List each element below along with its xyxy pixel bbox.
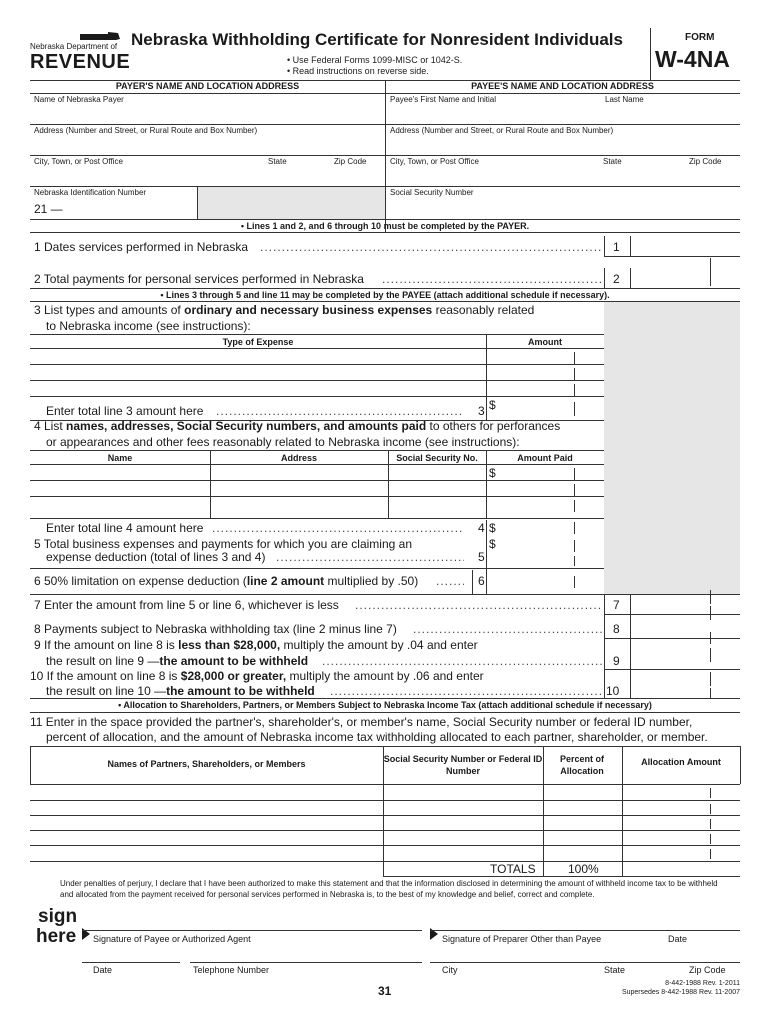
allocation-note: • Allocation to Shareholders, Partners, or Members Subject to Nebraska Income Tax (attach additional schedule if necessary) xyxy=(118,700,652,710)
member-row[interactable] xyxy=(32,816,381,829)
line-8-number: 8 xyxy=(613,622,620,636)
preparer-city-label: City xyxy=(442,965,458,975)
line-2-label: 2 Total payments for personal services performed in Nebraska xyxy=(34,272,364,286)
line-10-label: 10 If the amount on line 8 is $28,000 or greater, multiply the amount by .06 and enter xyxy=(30,669,484,683)
payer-state-field[interactable]: State xyxy=(268,157,287,166)
line-7-label: 7 Enter the amount from line 5 or line 6, whichever is less xyxy=(34,598,339,612)
payer-name-field[interactable]: Name of Nebraska Payer xyxy=(34,95,124,104)
expense-row[interactable] xyxy=(32,366,484,379)
line-2-input[interactable] xyxy=(632,269,738,287)
payee-signature-field[interactable] xyxy=(92,912,422,930)
line-3-total-label: Enter total line 3 amount here xyxy=(46,404,204,418)
preparer-signature-label: Signature of Preparer Other than Payee xyxy=(442,934,602,944)
id-shaded-area xyxy=(197,187,385,219)
members-amount-header: Allocation Amount xyxy=(641,757,721,767)
line-7-input[interactable] xyxy=(632,596,738,613)
preparer-date-label: Date xyxy=(668,934,688,944)
payee-state-field[interactable]: State xyxy=(603,157,622,166)
line-1-number: 1 xyxy=(613,240,620,254)
form-number: W-4NA xyxy=(655,46,730,72)
line-5-label: 5 Total business expenses and payments for which you are claiming an xyxy=(34,537,412,551)
form-code: 8-442-1988 Rev. 1-2011 xyxy=(665,980,740,987)
agency-small: Nebraska Department of xyxy=(30,42,118,51)
payee-date-label: Date xyxy=(93,965,113,975)
page-number: 31 xyxy=(378,984,392,998)
instruction-bullet-1: • Use Federal Forms 1099-MISC or 1042-S. xyxy=(287,55,463,65)
line-5-sublabel: expense deduction (total of lines 3 and 4) xyxy=(46,550,266,564)
line-3-sublabel: to Nebraska income (see instructions): xyxy=(46,319,251,333)
line-10-sublabel: the result on line 10 —the amount to be withheld xyxy=(46,684,315,698)
payee-heading: PAYEE'S NAME AND LOCATION ADDRESS xyxy=(471,81,654,91)
line-6-number: 6 xyxy=(478,574,485,588)
payer-lines-note: • Lines 1 and 2, and 6 through 10 must be completed by the PAYER. xyxy=(240,221,530,231)
header-divider xyxy=(650,28,651,80)
nebraska-id-prefix: 21 — xyxy=(34,202,63,216)
line-10-input[interactable] xyxy=(632,682,738,697)
perjury-statement: Under penalties of perjury, I declare that I have been authorized to make this statement and that the information disclosed in determining the amount of withheld income tax to be withheld and allocated from the payment received for personal services performed in Nebraska is, to the best of my knowledge and belief, correct and complete. xyxy=(60,879,718,899)
expense-row[interactable] xyxy=(32,350,484,363)
members-percent-header: Percent of Allocation xyxy=(559,754,604,776)
payee-ssn-header: Social Security No. xyxy=(396,453,478,463)
line-6-label: 6 50% limitation on expense deduction (line 2 amount multiplied by .50) xyxy=(34,574,419,588)
line-1-label: 1 Dates services performed in Nebraska xyxy=(34,240,249,254)
line-4-dollar: $ xyxy=(489,521,496,535)
line-8-label: 8 Payments subject to Nebraska withholding tax (line 2 minus line 7) xyxy=(34,622,397,636)
revenue-logo xyxy=(30,30,131,73)
preparer-state-label: State xyxy=(604,965,626,975)
line-3-label: 3 List types and amounts of ordinary and necessary business expenses reasonably related xyxy=(34,303,535,317)
line-4-sublabel: or appearances and other fees reasonably related to Nebraska income (see instructions): xyxy=(46,435,520,449)
preparer-address-field[interactable] xyxy=(440,946,738,961)
line-9-sublabel: the result on line 9 —the amount to be withheld xyxy=(46,654,309,668)
expense-type-header: Type of Expense xyxy=(222,337,294,347)
totals-label: TOTALS xyxy=(490,862,536,876)
expense-amount-header: Amount xyxy=(528,337,562,347)
line-11-sublabel: percent of allocation, and the amount of Nebraska income tax withholding allocated to each partner, shareholder, or member. xyxy=(46,730,708,744)
line-4-first-dollar: $ xyxy=(489,466,496,480)
payer-zip-field[interactable]: Zip Code xyxy=(334,157,367,166)
line-4-number: 4 xyxy=(478,521,485,535)
members-id-header: Social Security Number or Federal ID Number xyxy=(383,754,543,776)
payee-amount-header: Amount Paid xyxy=(517,453,573,463)
here-label: here xyxy=(36,926,77,947)
form-title: Nebraska Withholding Certificate for Nonresident Individuals xyxy=(131,30,623,49)
preparer-signature-field[interactable] xyxy=(440,912,740,930)
payee-name-header: Name xyxy=(107,453,133,463)
line-7-number: 7 xyxy=(613,598,620,612)
payee-first-name-field[interactable]: Payee's First Name and Initial xyxy=(390,95,497,104)
payer-city-field[interactable]: City, Town, or Post Office xyxy=(34,157,123,166)
nebraska-id-field[interactable]: Nebraska Identification Number xyxy=(34,188,147,197)
payer-shaded-column xyxy=(604,302,740,594)
line-4-label: 4 List names, addresses, Social Security numbers, and amounts paid to others for perforances xyxy=(34,419,561,433)
member-row[interactable] xyxy=(32,786,381,799)
line-9-input[interactable] xyxy=(632,652,738,668)
payee-ssn-field[interactable]: Social Security Number xyxy=(390,188,474,197)
payment-row[interactable] xyxy=(32,498,208,511)
member-row[interactable] xyxy=(32,801,381,814)
line-11-label: 11 Enter in the space provided the partner's, shareholder's, or member's name, Social Security number or federal ID number, xyxy=(30,715,693,729)
line-5-dollar: $ xyxy=(489,537,496,551)
payee-lines-note: • Lines 3 through 5 and line 11 may be completed by the PAYEE (attach additional schedule if necessary). xyxy=(160,290,610,300)
nebraska-state-icon xyxy=(78,30,122,42)
agency-name: REVENUE xyxy=(30,51,131,73)
telephone-field[interactable] xyxy=(192,946,420,961)
line-5-number: 5 xyxy=(478,550,485,564)
payee-city-field[interactable]: City, Town, or Post Office xyxy=(390,157,479,166)
payee-address-header: Address xyxy=(280,453,317,463)
line-9-label: 9 If the amount on line 8 is less than $28,000, multiply the amount by .04 and enter xyxy=(34,638,478,652)
payee-date-field[interactable] xyxy=(92,946,178,961)
instruction-bullet-2: • Read instructions on reverse side. xyxy=(287,66,429,76)
member-row[interactable] xyxy=(32,846,381,859)
line-2-number: 2 xyxy=(613,272,620,286)
preparer-zip-label: Zip Code xyxy=(689,965,726,975)
payment-row[interactable] xyxy=(32,466,208,479)
telephone-label: Telephone Number xyxy=(193,965,270,975)
member-row[interactable] xyxy=(32,831,381,844)
payer-heading: PAYER'S NAME AND LOCATION ADDRESS xyxy=(115,81,300,91)
line-3-dollar: $ xyxy=(489,398,496,412)
line-1-input[interactable] xyxy=(632,237,738,255)
payer-address-field[interactable]: Address (Number and Street, or Rural Route and Box Number) xyxy=(34,126,258,135)
payee-address-field[interactable]: Address (Number and Street, or Rural Route and Box Number) xyxy=(390,126,614,135)
payee-signature-label: Signature of Payee or Authorized Agent xyxy=(93,934,251,944)
line-8-input[interactable] xyxy=(632,620,738,637)
totals-percent: 100% xyxy=(568,862,599,876)
payee-zip-field[interactable]: Zip Code xyxy=(689,157,722,166)
line-3-number: 3 xyxy=(478,404,485,418)
form-label: FORM xyxy=(685,32,715,43)
members-name-header: Names of Partners, Shareholders, or Members xyxy=(107,759,306,769)
supersedes-note: Supersedes 8-442-1988 Rev. 11-2007 xyxy=(621,989,740,996)
sign-label: sign xyxy=(38,906,78,927)
line-6-input[interactable] xyxy=(488,571,600,591)
line-10-number: 10 xyxy=(606,684,620,698)
line-4-total-label: Enter total line 4 amount here xyxy=(46,521,204,535)
payment-row[interactable] xyxy=(32,482,208,495)
line-9-number: 9 xyxy=(613,654,620,668)
expense-row[interactable] xyxy=(32,382,484,395)
payee-last-name-field[interactable]: Last Name xyxy=(605,95,644,104)
